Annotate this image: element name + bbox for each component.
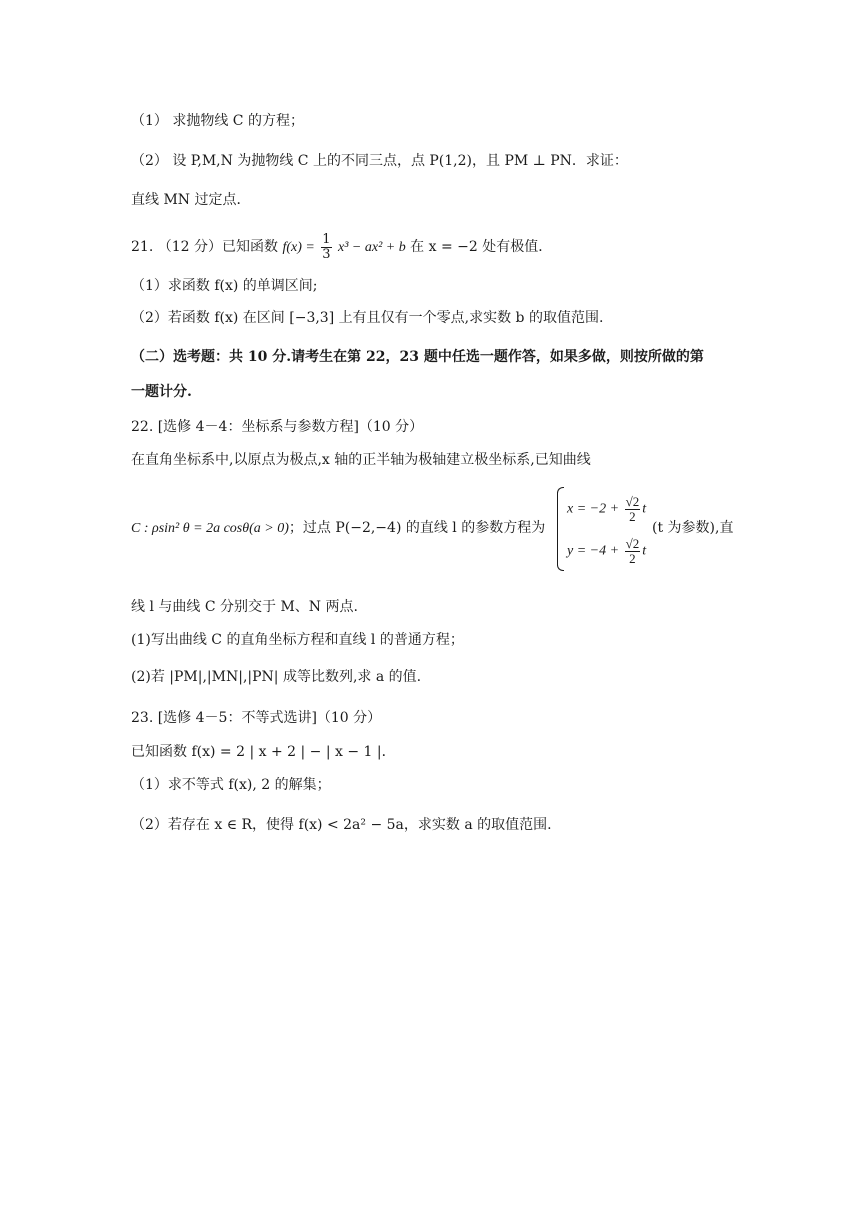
q22-mid: ；过点 P(−2,−4) 的直线 l 的参数方程为	[288, 520, 546, 536]
q21-func: f(x) =	[282, 240, 315, 255]
q21-fraction	[321, 233, 331, 262]
q20-part2: （2） 设 P,M,N 为抛物线 C 上的不同三点，点 P(1,2)，且 PM ⊥ PN．求证：	[131, 153, 628, 169]
q22-line3: 线 l 与曲线 C 分别交于 M、N 两点.	[131, 599, 358, 615]
q23-part2: （2）若存在 x ∈ R，使得 f(x) < 2a² − 5a，求实数 a 的取值范围.	[131, 817, 552, 833]
q23-header: 23. [选修 4－5：不等式选讲]（10 分）	[131, 710, 382, 726]
q21-condition: 在 x = −2 处有极值．	[410, 239, 553, 255]
q22-part2: (2)若 |PM|,|MN|,|PN| 成等比数列,求 a 的值.	[131, 669, 422, 685]
frac-denominator: 3	[322, 246, 331, 262]
param-brace	[557, 487, 564, 571]
q23-part1: （1）求不等式 f(x), 2 的解集；	[131, 777, 331, 793]
q21-label: 21. （12 分）已知函数	[131, 239, 283, 255]
q22-part1: (1)写出曲线 C 的直角坐标方程和直线 l 的普通方程；	[131, 632, 464, 648]
param-eq-x: x = −2 + $\frac{√2}{2}$ t	[567, 494, 647, 524]
q22-header: 22. [选修 4－4：坐标系与参数方程]（10 分）	[131, 419, 424, 435]
frac-numerator: 1	[322, 231, 331, 247]
q23-line1: 已知函数 f(x) = 2 | x + 2 | − | x − 1 |．	[131, 744, 396, 760]
q21-func-rest: x³ − ax² + b	[338, 240, 406, 255]
q20-part1: （1） 求抛物线 C 的方程；	[131, 113, 304, 129]
q21-part1: （1）求函数 f(x) 的单调区间;	[131, 278, 318, 294]
q22-tail: (t 为参数),直	[652, 520, 734, 536]
section2-line1: （二）选考题：共 10 分.请考生在第 22，23 题中任选一题作答，如果多做，则按所做的第	[131, 349, 704, 365]
q22-curve: C : ρsin² θ = 2a cosθ(a > 0)	[131, 521, 289, 536]
q21-part2: （2）若函数 f(x) 在区间 [−3,3] 上有且仅有一个零点,求实数 b 的取值范围.	[131, 310, 604, 326]
section2-line2: 一题计分.	[131, 384, 192, 400]
param-eq-y: y = −4 + $\frac{√2}{2}$ t	[567, 536, 647, 566]
q22-curve-line	[131, 518, 545, 539]
q21-header	[131, 232, 552, 263]
q20-part2-cont: 直线 MN 过定点．	[131, 192, 251, 208]
q22-line1: 在直角坐标系中,以原点为极点,x 轴的正半轴为极轴建立极坐标系,已知曲线	[131, 452, 591, 468]
